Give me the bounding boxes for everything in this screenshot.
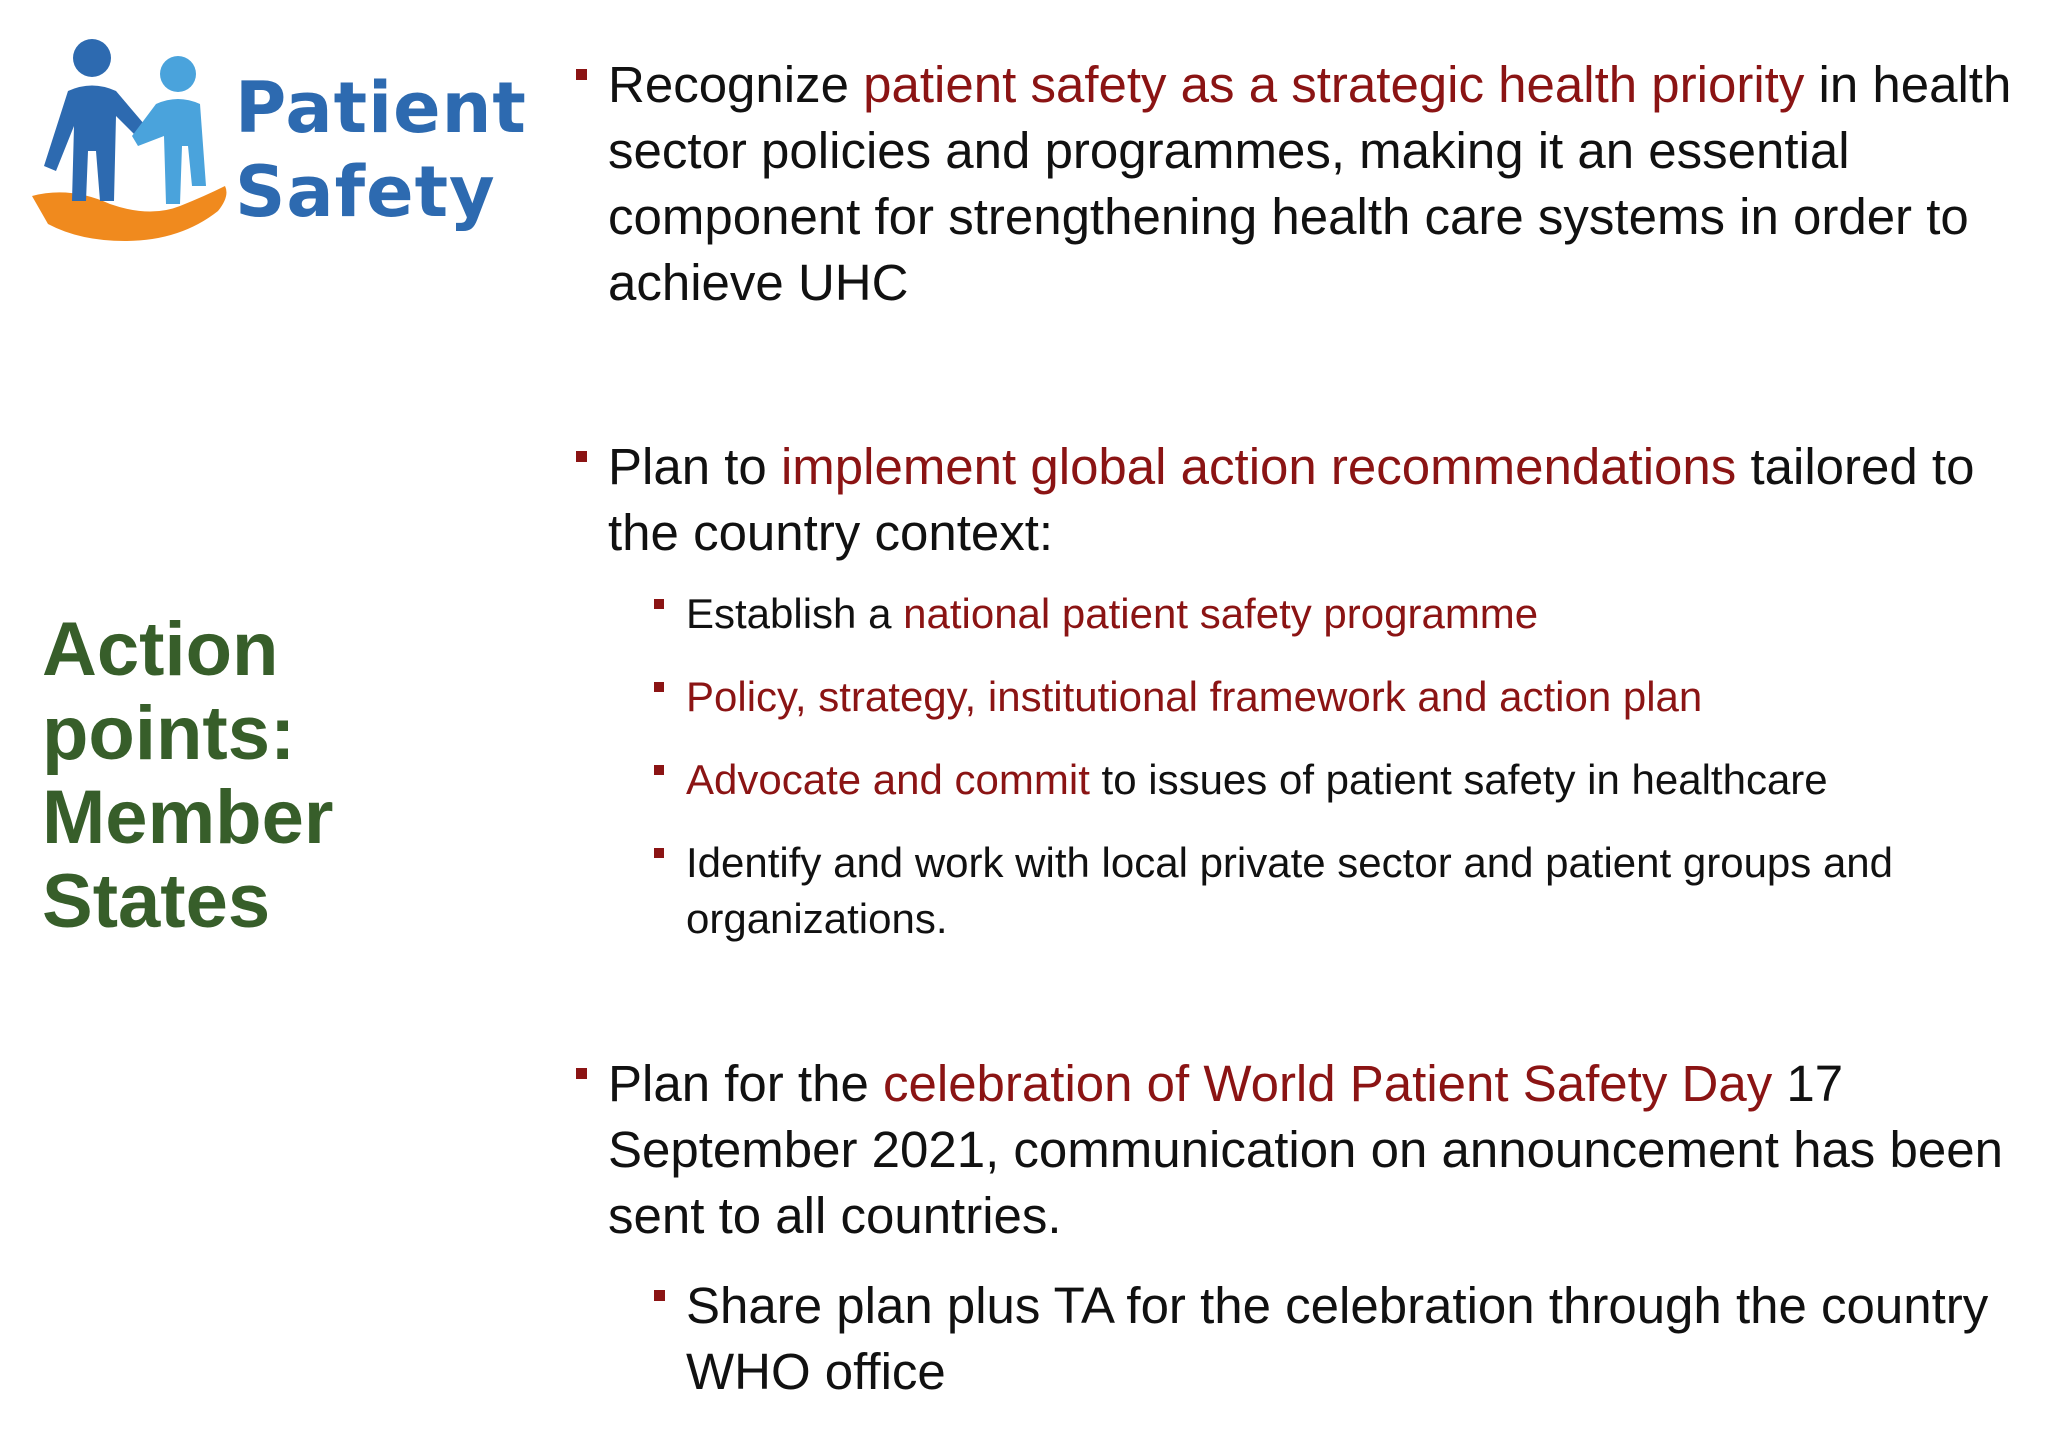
bullet-text: Plan for the xyxy=(608,1055,883,1112)
bullet-world-patient-safety-day xyxy=(572,1051,2032,1249)
people-hand-icon xyxy=(30,36,240,251)
bullet-highlight: patient safety as a strategic health priority xyxy=(863,56,1805,113)
sub-bullet-identify-work xyxy=(650,835,2032,947)
logo-text xyxy=(235,66,527,234)
bullet-text: 17 September 2021, communication on announcement has been sent to all countries. xyxy=(608,1055,2003,1244)
patient-safety-logo xyxy=(30,36,527,251)
bullet-recognize-priority xyxy=(572,52,2032,316)
side-title-line2: points: xyxy=(42,691,296,776)
side-title-line3: Member xyxy=(42,775,334,860)
bullet-implement-recommendations xyxy=(572,434,2032,566)
side-title xyxy=(42,608,402,944)
bullet-text: tailored to the country context: xyxy=(608,438,1975,561)
bullet-text: Plan to xyxy=(608,438,781,495)
bullet-highlight: celebration of World Patient Safety Day xyxy=(883,1055,1773,1112)
sub-bullet-national-programme xyxy=(650,586,2032,642)
side-title-line1: Action xyxy=(42,607,279,692)
sub-bullet-highlight: Advocate and commit xyxy=(686,756,1090,803)
bullet-list xyxy=(572,52,2032,1405)
sub-bullet-policy-strategy xyxy=(650,669,2032,725)
bullet-text: in health sector policies and programmes, making it an essential component for strengthening health care systems in order to achieve UHC xyxy=(608,56,2012,311)
side-title-line4: States xyxy=(42,859,271,944)
sub-bullet-text: Share plan plus TA for the celebration through the country WHO office xyxy=(686,1277,1989,1400)
sub-bullet-advocate-commit xyxy=(650,752,2032,808)
sub-bullet-text: Establish a xyxy=(686,590,904,637)
sub-bullet-highlight: national patient safety programme xyxy=(903,590,1539,637)
logo-text-line2: Safety xyxy=(235,151,496,233)
bullet-highlight: implement global action recommendations xyxy=(780,438,1737,495)
sub-bullet-text: to issues of patient safety in healthcare xyxy=(1089,756,1828,803)
logo-text-line1: Patient xyxy=(235,67,527,149)
sub-bullet-text: Identify and work with local private sector and patient groups and organizations. xyxy=(686,839,1894,942)
sub-bullet-share-plan xyxy=(650,1273,2032,1405)
bullet-text: Recognize xyxy=(608,56,864,113)
sub-bullet-highlight: Policy, strategy, institutional framework and action plan xyxy=(686,673,1703,720)
